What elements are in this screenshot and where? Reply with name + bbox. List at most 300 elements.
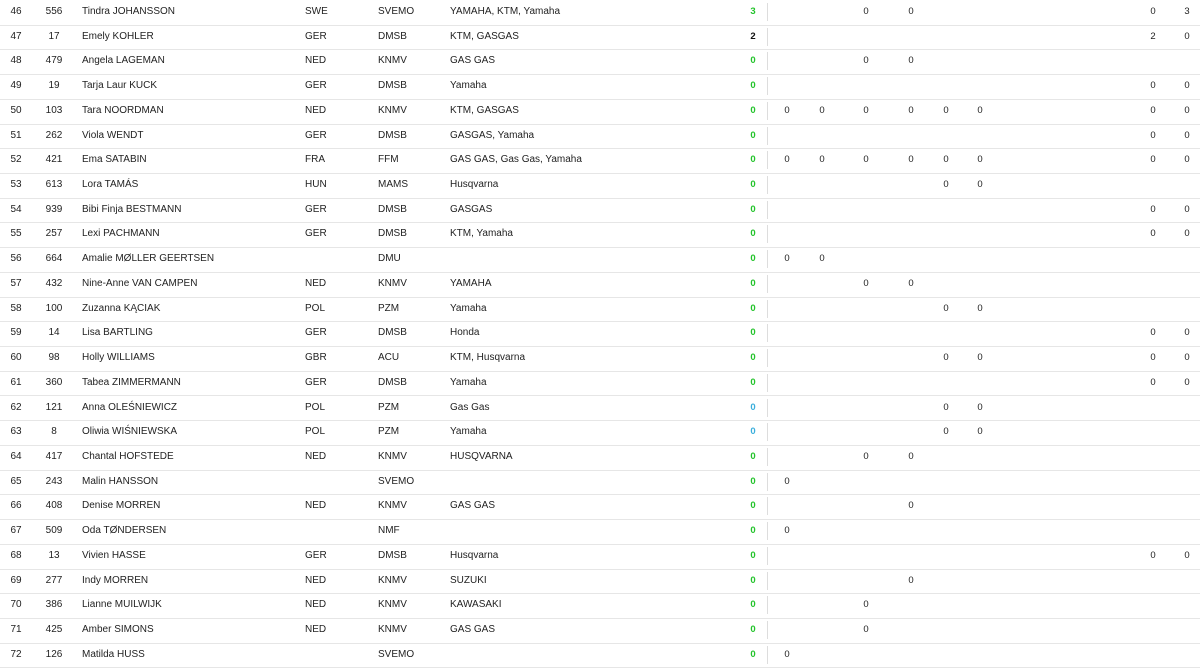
federation-cell: DMSB [378, 129, 407, 141]
bike-brand-cell: Yamaha [450, 80, 487, 92]
nationality-cell: POL [305, 401, 326, 413]
rider-number-cell: 421 [45, 154, 63, 166]
table-row[interactable] [0, 618, 1200, 644]
table-row[interactable] [0, 173, 1200, 199]
rider-name-link[interactable]: Holly WILLIAMS [82, 352, 155, 364]
race-points-cell: 0 [1184, 129, 1190, 141]
race-points-cell [937, 74, 955, 99]
race-points-cell [778, 494, 796, 519]
rider-name-link[interactable]: Matilda HUSS [82, 648, 145, 660]
federation-cell: DMSB [378, 327, 407, 339]
rider-name-link[interactable]: Ema SATABIN [82, 154, 147, 166]
rider-number-cell: 8 [51, 426, 57, 438]
race-points-cell: 0 [943, 104, 949, 116]
table-row[interactable] [0, 321, 1200, 347]
rank-cell: 62 [10, 401, 22, 413]
race-points-cell [1144, 470, 1162, 495]
column-divider [767, 646, 768, 664]
rider-name-link[interactable]: Vivien HASSE [82, 549, 146, 561]
rider-name-link[interactable]: Emely KOHLER [82, 30, 154, 42]
race-points-cell [1144, 643, 1162, 668]
rank-cell: 71 [10, 624, 22, 635]
race-points-cell [778, 124, 796, 149]
race-points-cell [937, 569, 955, 594]
race-points-cell [902, 25, 920, 50]
rank-cell: 72 [10, 648, 22, 660]
table-row[interactable] [0, 420, 1200, 446]
race-points-cell [778, 445, 796, 470]
rider-name-link[interactable]: Angela LAGEMAN [82, 55, 165, 67]
race-points-cell [1178, 173, 1196, 198]
race-points-cell [778, 198, 796, 223]
race-points-cell [971, 643, 989, 668]
table-row[interactable] [0, 519, 1200, 545]
federation-cell: DMSB [378, 203, 407, 215]
race-points-cell [778, 272, 796, 297]
rank-cell: 70 [10, 599, 22, 611]
federation-cell: KNMV [378, 55, 407, 67]
race-points-cell [971, 124, 989, 149]
race-points-cell [971, 321, 989, 346]
race-points-cell [813, 321, 831, 346]
bike-brand-cell: KTM, Husqvarna [450, 352, 526, 364]
rider-number-cell: 556 [45, 6, 63, 17]
rider-name-link[interactable]: Indy MORREN [82, 574, 149, 586]
bike-brand-cell: Husqvarna [450, 179, 499, 191]
race-points-cell [937, 618, 955, 643]
table-row[interactable] [0, 494, 1200, 520]
rider-name-link[interactable]: Tindra JOHANSSON [82, 6, 175, 17]
race-points-cell: 0 [1184, 80, 1190, 92]
bike-brand-cell: Husqvarna [450, 549, 499, 561]
table-row[interactable] [0, 371, 1200, 397]
race-points-cell [857, 173, 875, 198]
race-points-cell [857, 297, 875, 322]
bike-brand-cell: SUZUKI [450, 574, 487, 586]
bike-brand-cell: GAS GAS [450, 55, 496, 67]
race-points-cell [778, 222, 796, 247]
total-points-cell: 0 [750, 599, 756, 611]
race-points-cell [937, 494, 955, 519]
race-points-cell [778, 544, 796, 569]
race-points-cell [1178, 49, 1196, 74]
table-row[interactable] [0, 124, 1200, 150]
total-points-cell: 0 [750, 104, 756, 116]
rider-name-link[interactable]: Amalie MØLLER GEERTSEN [82, 253, 215, 265]
race-points-cell: 0 [977, 302, 983, 314]
rank-cell: 49 [10, 80, 22, 92]
table-row[interactable] [0, 346, 1200, 372]
rider-name-link[interactable]: Tabea ZIMMERMANN [82, 376, 181, 388]
table-row[interactable] [0, 569, 1200, 595]
rank-cell: 63 [10, 426, 22, 438]
race-points-cell [1144, 297, 1162, 322]
rider-name-link[interactable]: Tara NOORDMAN [82, 104, 164, 116]
total-points-cell: 0 [750, 624, 756, 635]
table-row[interactable] [0, 222, 1200, 248]
rider-number-cell: 425 [45, 624, 63, 635]
rider-number-cell: 126 [45, 648, 63, 660]
nationality-cell: FRA [305, 154, 325, 166]
race-points-cell [1144, 445, 1162, 470]
race-points-cell [778, 569, 796, 594]
race-points-cell [971, 198, 989, 223]
rider-name-link[interactable]: Lisa BARTLING [82, 327, 153, 339]
race-points-cell [813, 124, 831, 149]
race-points-cell [1178, 297, 1196, 322]
race-points-cell: 3 [1184, 6, 1190, 17]
column-divider [767, 497, 768, 515]
race-points-cell [902, 124, 920, 149]
rider-number-cell: 17 [48, 30, 60, 42]
rank-cell: 58 [10, 302, 22, 314]
table-row[interactable] [0, 297, 1200, 323]
race-points-cell [937, 272, 955, 297]
race-points-cell [857, 222, 875, 247]
race-points-cell [971, 371, 989, 396]
rider-name-link[interactable]: Nine-Anne VAN CAMPEN [82, 277, 198, 289]
federation-cell: DMSB [378, 80, 407, 92]
column-divider [767, 102, 768, 120]
race-points-cell [1178, 494, 1196, 519]
nationality-cell: NED [305, 500, 327, 512]
rider-number-cell: 417 [45, 450, 63, 462]
race-points-cell [857, 396, 875, 421]
column-divider [767, 349, 768, 367]
race-points-cell [971, 247, 989, 272]
race-points-cell [971, 519, 989, 544]
bike-brand-cell: GASGAS [450, 203, 493, 215]
rider-name-link[interactable]: Chantal HOFSTEDE [82, 450, 174, 462]
race-points-cell [971, 445, 989, 470]
race-points-cell [937, 321, 955, 346]
rider-name-link[interactable]: Lora TAMÁS [82, 179, 139, 191]
race-points-cell [902, 346, 920, 371]
bike-brand-cell: YAMAHA, KTM, Yamaha [450, 6, 561, 17]
race-points-cell [1178, 396, 1196, 421]
column-divider [767, 52, 768, 70]
table-row[interactable] [0, 25, 1200, 51]
rank-cell: 65 [10, 475, 22, 487]
federation-cell: NMF [378, 525, 400, 537]
federation-cell: ACU [378, 352, 400, 364]
rider-name-link[interactable]: Viola WENDT [82, 129, 144, 141]
rank-cell: 51 [10, 129, 22, 141]
race-points-cell [902, 247, 920, 272]
race-points-cell [857, 643, 875, 668]
race-points-cell: 0 [784, 253, 790, 265]
race-points-cell [857, 470, 875, 495]
bike-brand-cell: GAS GAS [450, 500, 496, 512]
race-points-cell: 0 [1184, 549, 1190, 561]
race-points-cell [813, 25, 831, 50]
rank-cell: 48 [10, 55, 22, 67]
race-points-cell: 0 [908, 574, 914, 586]
race-points-cell [937, 643, 955, 668]
rider-number-cell: 262 [45, 129, 63, 141]
column-divider [767, 151, 768, 169]
total-points-cell: 0 [750, 277, 756, 289]
race-points-cell [902, 593, 920, 618]
rider-name-link[interactable]: Anna OLEŚNIEWICZ [82, 401, 178, 413]
race-points-cell [1178, 618, 1196, 643]
nationality-cell: POL [305, 302, 326, 314]
rank-cell: 56 [10, 253, 22, 265]
race-points-cell [778, 346, 796, 371]
table-row[interactable] [0, 396, 1200, 422]
rider-name-link[interactable]: Amber SIMONS [82, 624, 154, 635]
table-row[interactable] [0, 148, 1200, 174]
bike-brand-cell: Gas Gas [450, 401, 490, 413]
rank-cell: 60 [10, 352, 22, 364]
race-points-cell: 0 [977, 104, 983, 116]
race-points-cell [937, 25, 955, 50]
rank-cell: 50 [10, 104, 22, 116]
race-points-cell [857, 74, 875, 99]
nationality-cell: NED [305, 624, 327, 635]
race-points-cell: 0 [977, 426, 983, 438]
race-points-cell [937, 0, 955, 25]
bike-brand-cell: KTM, GASGAS [450, 104, 519, 116]
race-points-cell [971, 544, 989, 569]
federation-cell: DMSB [378, 30, 407, 42]
table-row[interactable] [0, 470, 1200, 496]
federation-cell: DMSB [378, 549, 407, 561]
race-points-cell: 0 [977, 179, 983, 191]
race-points-cell [857, 321, 875, 346]
race-points-cell [937, 544, 955, 569]
federation-cell: SVEMO [378, 6, 415, 17]
table-row[interactable] [0, 445, 1200, 471]
race-points-cell [902, 321, 920, 346]
race-points-cell [1144, 569, 1162, 594]
race-points-cell: 0 [1150, 376, 1156, 388]
race-points-cell [1144, 49, 1162, 74]
race-points-cell: 0 [1150, 549, 1156, 561]
rider-name-link[interactable]: Tarja Laur KUCK [82, 80, 158, 92]
rider-number-cell: 103 [45, 104, 63, 116]
race-points-cell: 0 [908, 6, 914, 17]
race-points-cell: 0 [977, 401, 983, 413]
race-points-cell: 0 [1184, 30, 1190, 42]
nationality-cell: NED [305, 104, 327, 116]
race-points-cell: 0 [943, 302, 949, 314]
race-points-cell: 0 [943, 352, 949, 364]
rider-name-link[interactable]: Malin HANSSON [82, 475, 159, 487]
rider-number-cell: 386 [45, 599, 63, 611]
race-points-cell [902, 396, 920, 421]
race-points-cell [813, 396, 831, 421]
rider-name-link[interactable]: Bibi Finja BESTMANN [82, 203, 182, 215]
race-points-cell: 0 [819, 154, 825, 166]
race-points-cell [813, 0, 831, 25]
rider-name-link[interactable]: Lexi PACHMANN [82, 228, 160, 240]
race-points-cell: 0 [1150, 6, 1156, 17]
table-row[interactable] [0, 99, 1200, 125]
column-divider [767, 547, 768, 565]
race-points-cell [813, 297, 831, 322]
race-points-cell [971, 272, 989, 297]
race-points-cell: 0 [1150, 327, 1156, 339]
race-points-cell [1144, 519, 1162, 544]
bike-brand-cell: Yamaha [450, 426, 487, 438]
race-points-cell [902, 371, 920, 396]
race-points-cell: 0 [863, 55, 869, 67]
rank-cell: 57 [10, 277, 22, 289]
nationality-cell: GER [305, 203, 327, 215]
rider-number-cell: 13 [48, 549, 60, 561]
race-points-cell [778, 0, 796, 25]
table-row[interactable] [0, 49, 1200, 75]
bike-brand-cell: KTM, Yamaha [450, 228, 513, 240]
race-points-cell [857, 124, 875, 149]
race-points-cell: 0 [908, 500, 914, 512]
race-points-cell [902, 519, 920, 544]
column-divider [767, 423, 768, 441]
race-points-cell [778, 25, 796, 50]
nationality-cell: POL [305, 426, 326, 438]
race-points-cell: 0 [1184, 104, 1190, 116]
race-points-cell [778, 371, 796, 396]
race-points-cell: 0 [1150, 129, 1156, 141]
rider-number-cell: 509 [45, 525, 63, 537]
race-points-cell: 0 [863, 154, 869, 166]
federation-cell: PZM [378, 426, 400, 438]
column-divider [767, 176, 768, 194]
rider-number-cell: 14 [48, 327, 60, 339]
race-points-cell [937, 445, 955, 470]
race-points-cell [813, 643, 831, 668]
bike-brand-cell: GAS GAS, Gas Gas, Yamaha [450, 154, 582, 166]
nationality-cell: GER [305, 129, 327, 141]
federation-cell: DMSB [378, 376, 407, 388]
total-points-cell: 0 [750, 352, 756, 364]
race-points-cell [902, 643, 920, 668]
total-points-cell: 0 [750, 401, 756, 413]
race-points-cell [971, 593, 989, 618]
bike-brand-cell: KAWASAKI [450, 599, 502, 611]
race-points-cell: 0 [1184, 154, 1190, 166]
race-points-cell: 0 [1150, 154, 1156, 166]
rider-name-link[interactable]: Denise MORREN [82, 500, 161, 512]
race-points-cell [971, 618, 989, 643]
rank-cell: 47 [10, 30, 22, 42]
nationality-cell: GER [305, 549, 327, 561]
race-points-cell: 0 [943, 179, 949, 191]
race-points-cell [937, 222, 955, 247]
race-points-cell [857, 25, 875, 50]
rider-name-link[interactable]: Oda TØNDERSEN [82, 525, 167, 537]
column-divider [767, 28, 768, 46]
rank-cell: 68 [10, 549, 22, 561]
column-divider [767, 3, 768, 21]
race-points-cell: 0 [1150, 228, 1156, 240]
rider-name-link[interactable]: Lianne MUILWIJK [82, 599, 162, 611]
race-points-cell: 0 [943, 401, 949, 413]
race-points-cell: 0 [863, 599, 869, 611]
race-points-cell [902, 297, 920, 322]
table-row[interactable] [0, 544, 1200, 570]
rank-cell: 55 [10, 228, 22, 240]
race-points-cell [813, 420, 831, 445]
total-points-cell: 0 [750, 80, 756, 92]
race-points-cell [813, 49, 831, 74]
race-points-cell: 0 [863, 6, 869, 17]
race-points-cell: 0 [1184, 327, 1190, 339]
federation-cell: KNMV [378, 450, 407, 462]
race-points-cell [902, 618, 920, 643]
race-points-cell [1144, 272, 1162, 297]
total-points-cell: 0 [750, 55, 756, 67]
column-divider [767, 77, 768, 95]
column-divider [767, 399, 768, 417]
nationality-cell: GER [305, 80, 327, 92]
race-points-cell: 0 [784, 648, 790, 660]
rank-cell: 64 [10, 450, 22, 462]
total-points-cell: 0 [750, 228, 756, 240]
race-points-cell [937, 198, 955, 223]
federation-cell: KNMV [378, 574, 407, 586]
race-points-cell [813, 519, 831, 544]
rank-cell: 66 [10, 500, 22, 512]
race-points-cell [902, 544, 920, 569]
race-points-cell: 0 [908, 277, 914, 289]
race-points-cell [937, 519, 955, 544]
race-points-cell: 0 [1150, 80, 1156, 92]
race-points-cell: 0 [1184, 376, 1190, 388]
table-row[interactable] [0, 74, 1200, 100]
table-row[interactable] [0, 593, 1200, 619]
bike-brand-cell: YAMAHA [450, 277, 492, 289]
race-points-cell [813, 222, 831, 247]
total-points-cell: 0 [750, 525, 756, 537]
table-row[interactable] [0, 272, 1200, 298]
race-points-cell [971, 222, 989, 247]
race-points-cell [971, 494, 989, 519]
race-points-cell: 0 [784, 475, 790, 487]
rider-number-cell: 19 [48, 80, 60, 92]
federation-cell: SVEMO [378, 648, 415, 660]
rank-cell: 46 [10, 6, 22, 17]
rider-number-cell: 121 [45, 401, 63, 413]
column-divider [767, 324, 768, 342]
table-row[interactable] [0, 247, 1200, 273]
bike-brand-cell: Honda [450, 327, 480, 339]
nationality-cell: GER [305, 30, 327, 42]
table-row[interactable] [0, 643, 1200, 668]
nationality-cell: GBR [305, 352, 327, 364]
race-points-cell [813, 371, 831, 396]
total-points-cell: 0 [750, 475, 756, 487]
race-points-cell: 0 [784, 525, 790, 537]
rider-name-link[interactable]: Oliwia WIŚNIEWSKA [82, 426, 178, 438]
race-points-cell: 0 [863, 277, 869, 289]
race-points-cell [857, 346, 875, 371]
rider-name-link[interactable]: Zuzanna KĄCIAK [82, 302, 161, 314]
race-points-cell [813, 544, 831, 569]
rider-number-cell: 432 [45, 277, 63, 289]
nationality-cell: NED [305, 55, 327, 67]
race-points-cell: 0 [819, 253, 825, 265]
race-points-cell: 0 [1184, 228, 1190, 240]
race-points-cell [971, 74, 989, 99]
table-row[interactable] [0, 198, 1200, 224]
race-points-cell [971, 470, 989, 495]
total-points-cell: 2 [750, 30, 756, 42]
table-row[interactable] [0, 0, 1200, 26]
race-points-cell [813, 346, 831, 371]
race-points-cell: 0 [977, 352, 983, 364]
